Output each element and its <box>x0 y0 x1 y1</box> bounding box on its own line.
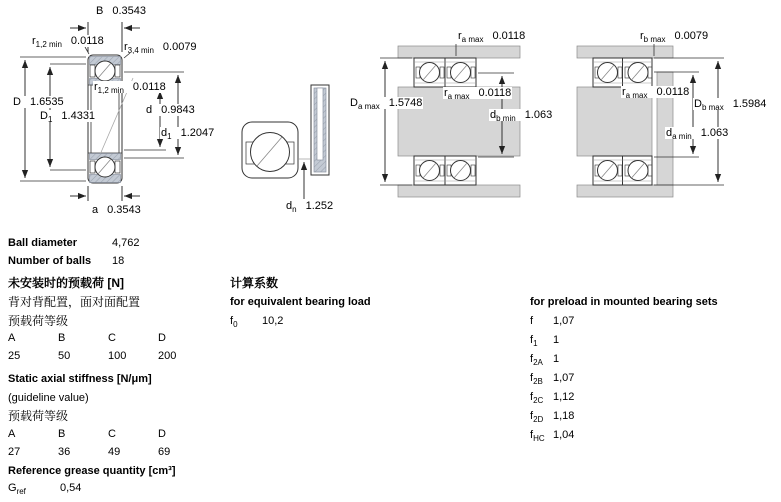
number-of-balls-label: Number of balls <box>8 255 92 267</box>
ball-diameter-row <box>8 237 140 250</box>
dim-label-d: d 0.9843 <box>146 104 195 116</box>
stiffness-table-value-row: 27 36 49 69 <box>8 446 171 458</box>
calc-section-title: 计算系数 <box>230 276 279 290</box>
dim-label-ra-max-mid-left-set: $r_{a max}$ 0.0118 <box>444 87 512 102</box>
factor-row-f2D: $f_{2D}$ 1,18 <box>530 410 575 425</box>
dim-label-D1: $D_1$ 1.4331 <box>40 110 96 125</box>
stiffness-class-label: 预载荷等级 <box>8 409 69 423</box>
preload-table-header-row: A B C D <box>8 332 166 344</box>
grease-value: 0,54 <box>60 482 82 494</box>
stiffness-note: (guideline value) <box>8 392 89 404</box>
preload-table-value-row: 25 50 100 200 <box>8 350 177 362</box>
f0-symbol: $f_0$ <box>230 315 238 330</box>
mounted-factors-title: for preload in mounted bearing sets <box>530 296 718 308</box>
preload-class-label: 预载荷等级 <box>8 314 69 328</box>
dim-label-d1: $d_1$ 1.2047 <box>161 127 215 142</box>
grease-quantity-row <box>8 482 81 495</box>
grease-section-title: Reference grease quantity [cm³] <box>8 465 176 477</box>
stiffness-section-title: Static axial stiffness [N/μm] <box>8 373 152 385</box>
dim-label-B: B 0.3543 <box>96 5 146 17</box>
equiv-load-title: for equivalent bearing load <box>230 296 371 308</box>
number-of-balls-row <box>8 255 124 268</box>
preload-arrangement-note: 背对背配置，面对面配置 <box>8 295 141 309</box>
ring-section-strip <box>311 85 329 175</box>
dim-label-r12-min-top: $r_{1,2 min}$ 0.0118 <box>32 35 104 50</box>
ball-diameter-label: Ball diameter <box>8 237 78 249</box>
f0-value: 10,2 <box>262 315 284 327</box>
factor-row-f2B: $f_{2B}$ 1,07 <box>530 372 575 387</box>
grease-symbol: $G_{ref}$ <box>8 482 26 497</box>
dim-label-D: D 1.6535 <box>13 96 64 108</box>
dim-label-da-min: $d_{a min}$ 1.063 <box>666 127 729 142</box>
factor-row-f2C: $f_{2C}$ 1,12 <box>530 391 575 406</box>
factor-row-f: f 1,07 <box>530 315 575 327</box>
f0-row <box>230 315 283 328</box>
ball-diameter-value: 4,762 <box>112 237 140 249</box>
stiffness-table-header-row: A B C D <box>8 428 166 440</box>
dim-label-r34-min: $r_{3,4 min}$ 0.0079 <box>124 41 197 56</box>
dim-label-dn: $d_n$ 1.252 <box>286 200 334 215</box>
dim-label-Da-max: $D_{a max}$ 1.5748 <box>350 97 423 112</box>
dim-label-ra-max-mid-right-set: $r_{a max}$ 0.0118 <box>622 86 690 101</box>
bearing-front-view <box>242 85 329 199</box>
dim-label-ra-max-top-left-set: $r_{a max}$ 0.0118 <box>458 30 526 45</box>
dim-label-a: a 0.3543 <box>92 204 141 216</box>
dim-label-r12-min-mid: $r_{1,2 min}$ 0.0118 <box>94 81 166 96</box>
factor-row-f2A: $f_{2A}$ 1 <box>530 353 560 368</box>
dim-label-db-min: $d_{b min}$ 1.063 <box>490 109 553 124</box>
factor-row-fHC: $f_{HC}$ 1,04 <box>530 429 575 444</box>
number-of-balls-value: 18 <box>112 255 125 267</box>
dim-label-rb-max-top-right-set: $r_{b max}$ 0.0079 <box>640 30 709 45</box>
factor-row-f1: $f_1$ 1 <box>530 334 560 349</box>
mounted-set-right <box>577 44 724 197</box>
preload-section-title: 未安装时的预载荷 [N] <box>8 276 124 290</box>
dim-label-Db-max: $D_{b max}$ 1.5984 <box>694 98 767 113</box>
